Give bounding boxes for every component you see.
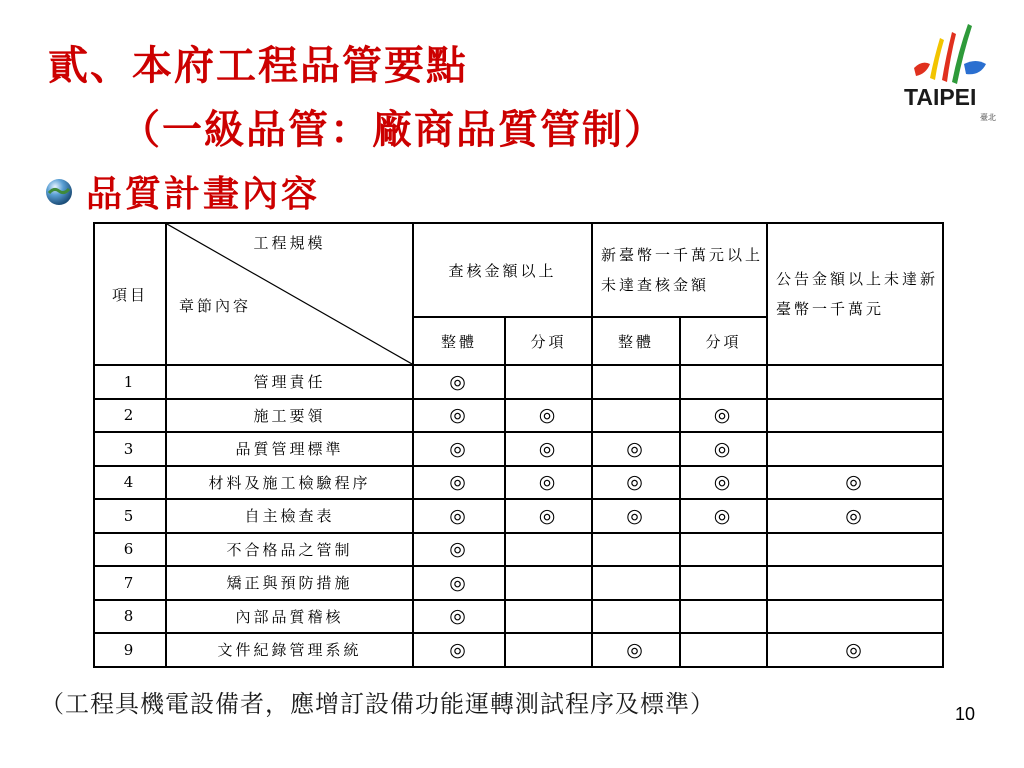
row-mark: ◎ [413, 633, 505, 667]
row-mark: ◎ [413, 365, 505, 399]
header-part2: 分項 [680, 317, 767, 365]
row-mark: ◎ [413, 566, 505, 600]
row-number: 2 [94, 399, 166, 433]
row-mark [680, 365, 767, 399]
row-mark: ◎ [680, 399, 767, 433]
row-mark: ◎ [592, 499, 680, 533]
table-row [94, 566, 943, 600]
table-row [94, 466, 943, 500]
table-row [94, 365, 943, 399]
table-row [94, 399, 943, 433]
row-mark [505, 533, 592, 567]
header-diagonal-cell [166, 223, 413, 365]
sphere-bullet-icon [44, 177, 74, 207]
row-mark: ◎ [505, 466, 592, 500]
row-mark [767, 566, 943, 600]
row-mark [767, 399, 943, 433]
row-mark: ◎ [413, 466, 505, 500]
subtitle-row [44, 166, 320, 217]
header-col3: 公告金額以上未達新臺幣一千萬元 [767, 223, 943, 365]
footnote: （工程具機電設備者，應增訂設備功能運轉測試程序及標準） [40, 690, 715, 718]
row-content: 材料及施工檢驗程序 [166, 466, 413, 500]
row-number: 8 [94, 600, 166, 634]
row-mark: ◎ [413, 533, 505, 567]
table-row [94, 633, 943, 667]
row-mark [505, 566, 592, 600]
row-mark: ◎ [505, 399, 592, 433]
row-mark: ◎ [505, 499, 592, 533]
row-mark [505, 600, 592, 634]
row-number: 3 [94, 432, 166, 466]
row-number: 1 [94, 365, 166, 399]
logo-text: TAIPEI [904, 84, 977, 110]
row-content: 不合格品之管制 [166, 533, 413, 567]
row-number: 4 [94, 466, 166, 500]
table-row [94, 533, 943, 567]
quality-plan-table [93, 222, 944, 668]
slide-title-line1: 貳、本府工程品管要點 [48, 42, 468, 89]
row-mark [767, 533, 943, 567]
page-number: 10 [955, 704, 976, 724]
row-content: 施工要領 [166, 399, 413, 433]
row-content: 內部品質稽核 [166, 600, 413, 634]
logo-subtext: 臺北 [980, 113, 996, 122]
row-mark: ◎ [413, 432, 505, 466]
row-number: 5 [94, 499, 166, 533]
row-mark: ◎ [767, 633, 943, 667]
row-mark: ◎ [413, 499, 505, 533]
row-mark: ◎ [680, 432, 767, 466]
section-subtitle: 品質計畫內容 [86, 173, 321, 215]
row-content: 自主檢查表 [166, 499, 413, 533]
header-item: 項目 [94, 223, 166, 365]
row-mark [767, 600, 943, 634]
row-mark: ◎ [592, 432, 680, 466]
row-mark [505, 633, 592, 667]
row-mark: ◎ [592, 633, 680, 667]
header-chapter: 章節內容 [179, 297, 252, 315]
row-mark [767, 432, 943, 466]
header-col1: 查核金額以上 [413, 223, 592, 317]
row-mark [680, 566, 767, 600]
header-part1: 分項 [505, 317, 592, 365]
table-row [94, 600, 943, 634]
row-mark: ◎ [592, 466, 680, 500]
row-mark [592, 533, 680, 567]
row-mark: ◎ [680, 466, 767, 500]
table-row [94, 432, 943, 466]
row-content: 矯正與預防措施 [166, 566, 413, 600]
row-content: 文件紀錄管理系統 [166, 633, 413, 667]
row-mark [592, 365, 680, 399]
row-mark: ◎ [680, 499, 767, 533]
header-whole1: 整體 [413, 317, 505, 365]
row-mark [592, 566, 680, 600]
row-mark [680, 533, 767, 567]
row-mark: ◎ [505, 432, 592, 466]
row-number: 7 [94, 566, 166, 600]
row-number: 9 [94, 633, 166, 667]
row-mark [680, 633, 767, 667]
row-number: 6 [94, 533, 166, 567]
row-mark [592, 600, 680, 634]
row-mark [767, 365, 943, 399]
header-col2: 新臺幣一千萬元以上未達查核金額 [592, 223, 767, 317]
row-mark [592, 399, 680, 433]
row-content: 管理責任 [166, 365, 413, 399]
table-row [94, 499, 943, 533]
slide-title-line2: （一級品管：廠商品質管制） [120, 106, 666, 153]
row-mark [505, 365, 592, 399]
header-scale: 工程規模 [253, 234, 326, 252]
header-whole2: 整體 [592, 317, 680, 365]
row-mark: ◎ [767, 466, 943, 500]
row-mark: ◎ [413, 399, 505, 433]
row-content: 品質管理標準 [166, 432, 413, 466]
row-mark: ◎ [767, 499, 943, 533]
row-mark: ◎ [413, 600, 505, 634]
row-mark [680, 600, 767, 634]
